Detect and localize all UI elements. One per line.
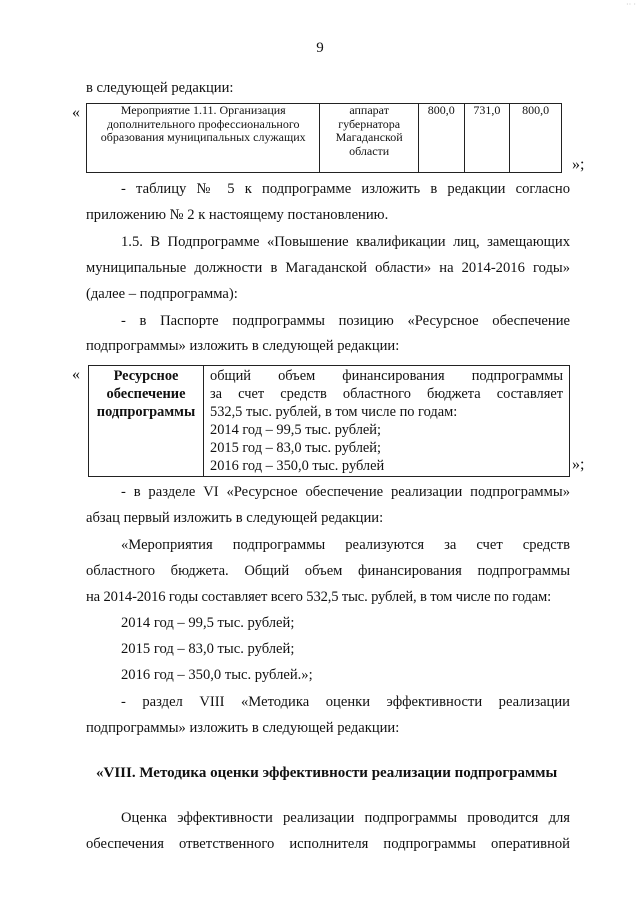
section-heading: «VIII. Методика оценки эффективности реализации подпрограммы	[96, 765, 558, 781]
corner-mark: ·· ·	[626, 0, 636, 9]
para7-line: Оценка эффективности реализации подпрограммы проводится для	[121, 810, 570, 826]
para5-line: «Мероприятия подпрограммы реализуются за счет средств	[121, 537, 570, 553]
intro-line: в следующей редакции:	[86, 80, 234, 96]
activity-table	[86, 103, 562, 173]
resource-value-line: общий объем финансирования подпрограммы	[210, 368, 563, 384]
para2-line: муниципальные должности в Магаданской области» на 2014-2016 годы»	[86, 260, 570, 276]
para4-line: абзац первый изложить в следующей редакции:	[86, 510, 384, 526]
activity-line: образования муниципальных служащих	[100, 130, 306, 144]
para2-line: (далее – подпрограмма):	[86, 286, 238, 302]
year-line: 2016 год – 350,0 тыс. рублей.»;	[121, 667, 313, 683]
resource-header-line: подпрограммы	[96, 404, 196, 420]
para5-line: на 2014-2016 годы составляет всего 532,5 тыс. рублей, в том числе по годам:	[86, 589, 551, 605]
resource-table	[88, 365, 570, 477]
value-cell: 800,0	[418, 104, 464, 173]
resource-value-line: 2016 год – 350,0 тыс. рублей	[210, 458, 385, 474]
activity-cell	[87, 104, 320, 173]
para3-line: подпрограммы» изложить в следующей редакции:	[86, 338, 400, 354]
table-row	[87, 104, 562, 173]
page-number: 9	[316, 40, 324, 56]
executor-cell	[320, 104, 418, 173]
table2-close-quote: »;	[572, 456, 585, 473]
para1-line: - таблицу № 5 к подпрограмме изложить в редакции согласно	[121, 181, 570, 197]
table2-open-quote: «	[72, 366, 80, 383]
resource-header-cell	[89, 366, 204, 477]
resource-header-line: обеспечение	[106, 386, 186, 402]
resource-value-line: 2015 год – 83,0 тыс. рублей;	[210, 440, 381, 456]
resource-header-line: Ресурсное	[113, 368, 179, 384]
activity-line: Мероприятие 1.11. Организация	[120, 103, 286, 117]
para5-line: областного бюджета. Общий объем финансирования подпрограммы	[86, 563, 570, 579]
para1-line: приложению № 2 к настоящему постановлению.	[86, 207, 389, 223]
para4-line: - в разделе VI «Ресурсное обеспечение реализации подпрограммы»	[121, 484, 570, 500]
para2-line: 1.5. В Подпрограмме «Повышение квалификации лиц, замещающих	[121, 234, 570, 250]
executor-line: области	[349, 143, 390, 158]
value-cell: 731,0	[464, 104, 510, 173]
para6-line: подпрограммы» изложить в следующей редакции:	[86, 720, 400, 736]
executor-line: Магаданской	[335, 130, 403, 144]
table-row	[89, 366, 570, 477]
resource-value-line: за счет средств областного бюджета составляет	[210, 386, 563, 402]
para7-line: обеспечения ответственного исполнителя подпрограммы оперативной	[86, 836, 570, 852]
value-cell: 800,0	[510, 104, 562, 173]
executor-line: аппарат	[349, 103, 389, 117]
table1-close-quote: »;	[572, 156, 585, 173]
table1-open-quote: «	[72, 104, 80, 121]
resource-value-line: 532,5 тыс. рублей, в том числе по годам:	[210, 404, 458, 420]
para3-line: - в Паспорте подпрограммы позицию «Ресурсное обеспечение	[121, 313, 570, 329]
year-line: 2015 год – 83,0 тыс. рублей;	[121, 641, 295, 657]
para6-line: - раздел VIII «Методика оценки эффективности реализации	[121, 694, 570, 710]
activity-line: дополнительного профессионального	[106, 116, 300, 131]
executor-line: губернатора	[338, 116, 401, 131]
resource-value-line: 2014 год – 99,5 тыс. рублей;	[210, 422, 381, 438]
resource-value-cell	[204, 366, 570, 477]
year-line: 2014 год – 99,5 тыс. рублей;	[121, 615, 295, 631]
